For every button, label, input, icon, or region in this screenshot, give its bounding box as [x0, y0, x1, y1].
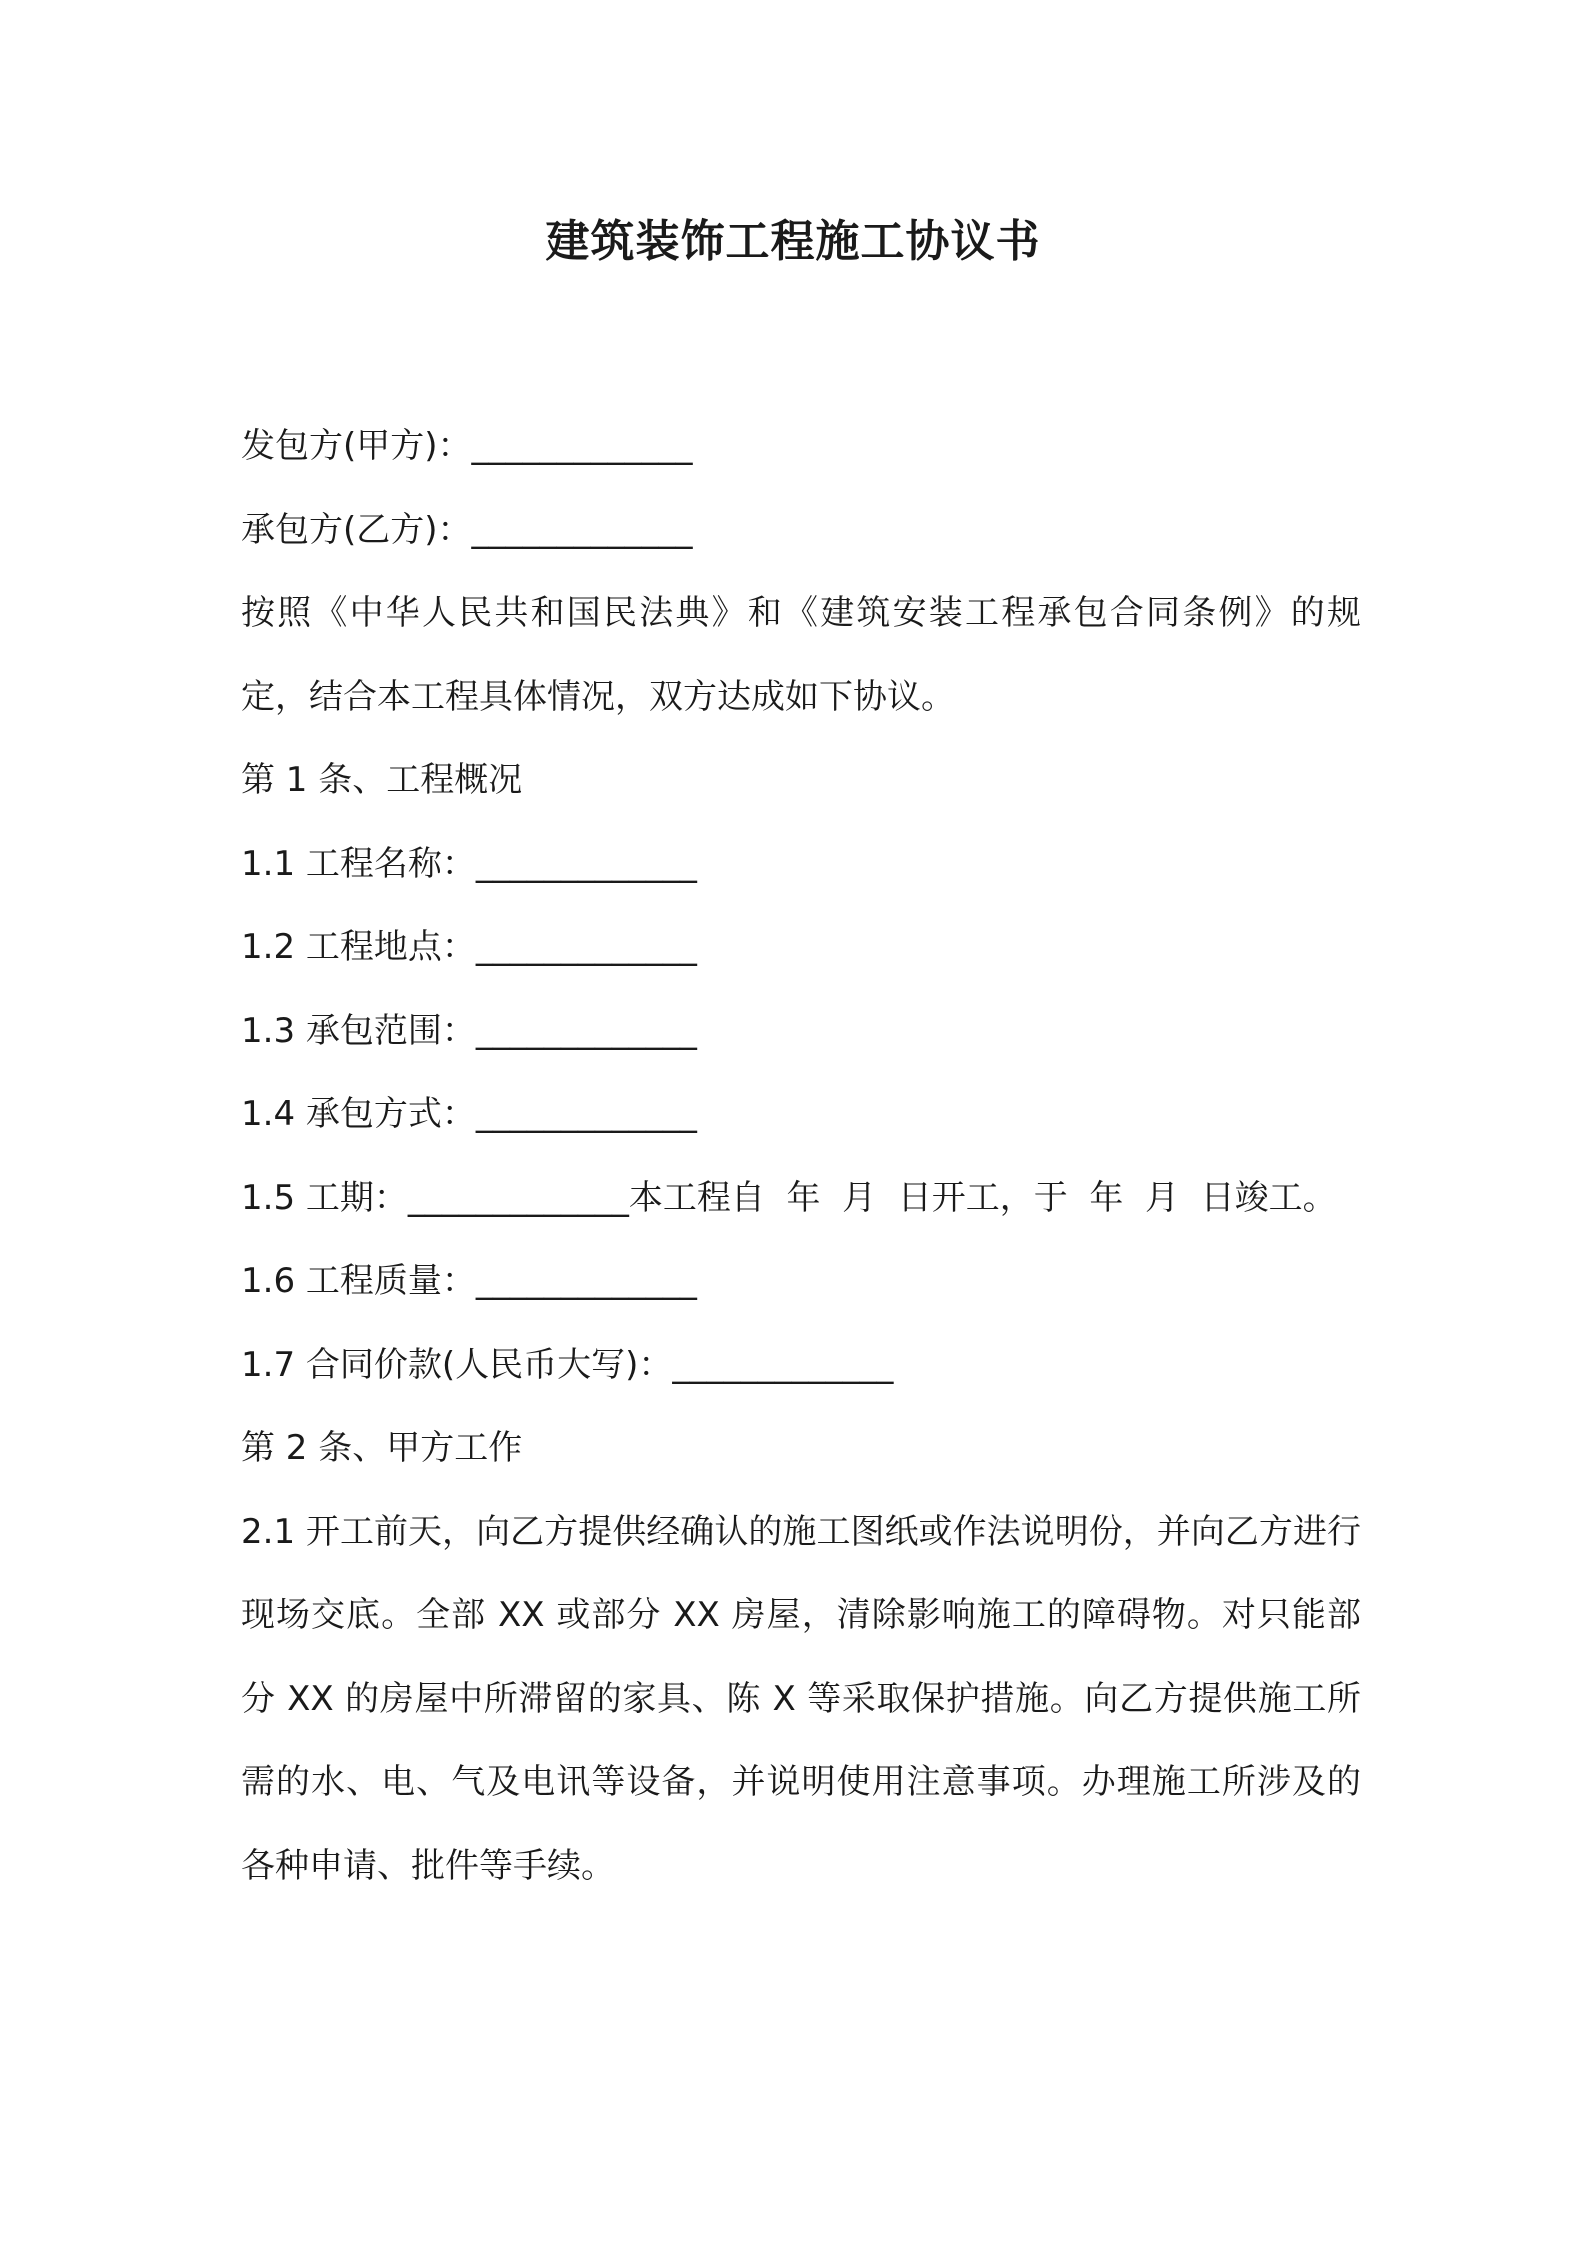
- document-body: [241, 405, 1361, 1908]
- item-contract-price: [241, 1324, 1361, 1408]
- item-project-quality-blank: _____________: [475, 1261, 697, 1301]
- item-contract-price-label: 1.7 合同价款(人民币大写)：: [241, 1344, 673, 1385]
- item-project-quality: [241, 1240, 1361, 1324]
- item-contract-scope-blank: _____________: [475, 1010, 697, 1051]
- item-contract-scope: [241, 990, 1361, 1074]
- item-project-location-blank: _____________: [475, 927, 697, 967]
- item-construction-period-text: 本工程自 年 月 日开工，于 年 月 日竣工。: [628, 1177, 1337, 1218]
- item-project-location: [241, 906, 1361, 990]
- item-project-name: [241, 823, 1361, 907]
- item-construction-period: [241, 1157, 1361, 1241]
- party-b-label: 承包方(乙方)：: [241, 509, 472, 550]
- party-a-label: 发包方(甲方)：: [241, 426, 472, 466]
- party-a-blank: _____________: [471, 426, 693, 466]
- party-b-blank: _____________: [471, 509, 693, 550]
- item-construction-period-blank: _____________: [407, 1177, 629, 1218]
- article2-heading: 第 2 条、甲方工作: [241, 1428, 523, 1468]
- party-b-line: [241, 489, 1361, 573]
- document-title: 建筑装饰工程施工协议书: [545, 216, 1041, 267]
- item-construction-period-label: 1.5 工期：: [241, 1177, 408, 1218]
- item-2-1-paragraph: 2.1 开工前天，向乙方提供经确认的施工图纸或作法说明份，并向乙方进行现场交底。全部 XX 或部分 XX 房屋，清除影响施工的障碍物。对只能部分 XX 的房屋中所滞留的家具、陈 X 等采取保护措施。向乙方提供施工所需的水、电、气及电讯等设备，并说明使用注意事项。办理施工所涉及的各种申请、批件等手续。: [241, 1511, 1361, 1886]
- item-project-name-blank: _____________: [475, 843, 697, 884]
- item-project-quality-label: 1.6 工程质量：: [241, 1261, 476, 1301]
- item-contract-scope-label: 1.3 承包范围：: [241, 1010, 476, 1051]
- item-contract-method-label: 1.4 承包方式：: [241, 1094, 476, 1134]
- intro-paragraph: 按照《中华人民共和国民法典》和《建筑安装工程承包合同条例》的规定，结合本工程具体情况，双方达成如下协议。: [241, 593, 1361, 717]
- article1-heading: 第 1 条、工程概况: [241, 760, 523, 800]
- item-project-location-label: 1.2 工程地点：: [241, 927, 476, 967]
- item-project-name-label: 1.1 工程名称：: [241, 843, 476, 884]
- item-contract-method-blank: _____________: [475, 1094, 697, 1134]
- item-contract-method: [241, 1073, 1361, 1157]
- party-a-line: [241, 405, 1361, 489]
- item-contract-price-blank: _____________: [672, 1344, 894, 1385]
